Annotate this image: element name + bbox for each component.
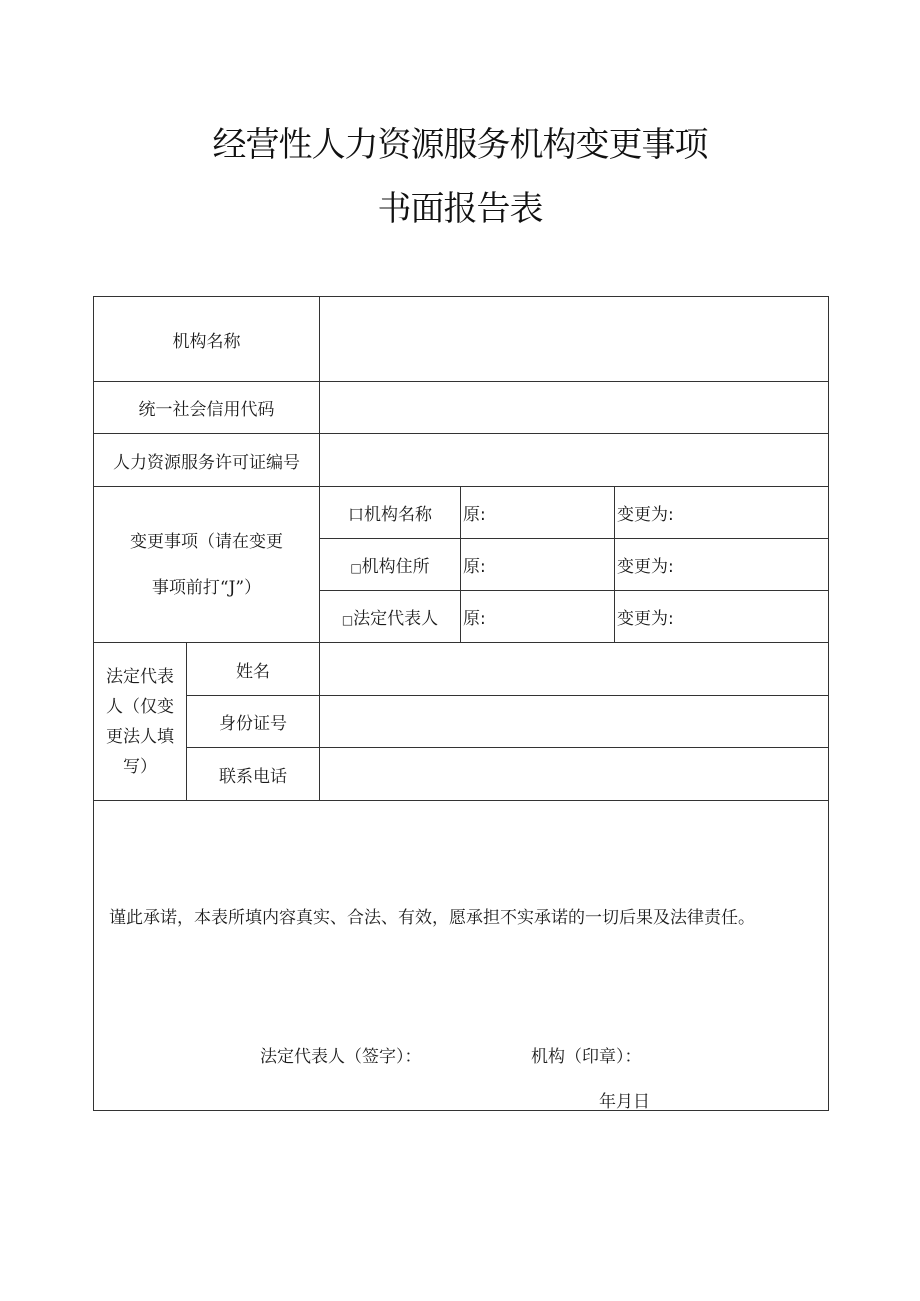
report-form-table	[93, 296, 829, 1111]
org-name-label: 机构名称	[94, 297, 320, 382]
change-items-label	[94, 487, 320, 643]
legal-rep-id-row	[94, 696, 829, 748]
change-items-label-line2: 事项前打“J”）	[151, 577, 262, 598]
checkbox-org-name[interactable]: 口	[347, 505, 364, 524]
change-item-label: 机构名称	[364, 505, 432, 525]
original-value-field[interactable]: 原:	[461, 539, 615, 591]
original-value-field[interactable]: 原:	[461, 487, 615, 539]
date-label[interactable]: 年月日	[599, 1091, 650, 1111]
license-no-field[interactable]	[320, 434, 829, 487]
legal-rep-group-label	[94, 643, 187, 801]
change-item-legal-rep[interactable]	[320, 591, 461, 643]
phone-field[interactable]	[320, 748, 829, 801]
legal-rep-name-row	[94, 643, 829, 696]
checkbox-legal-rep[interactable]: □	[341, 613, 354, 627]
org-name-field[interactable]	[320, 297, 829, 382]
license-no-row	[94, 434, 829, 487]
new-value-field[interactable]: 变更为:	[615, 591, 829, 643]
pledge-cell	[94, 801, 829, 1111]
document-subtitle: 书面报告表	[377, 189, 543, 229]
seal-label[interactable]: 机构（印章）：	[531, 1046, 642, 1067]
pledge-row	[94, 801, 829, 1111]
signature-label[interactable]: 法定代表人（签字）：	[260, 1046, 422, 1067]
change-item-org-address[interactable]	[320, 539, 461, 591]
credit-code-field[interactable]	[320, 382, 829, 434]
org-name-row	[94, 297, 829, 382]
name-field[interactable]	[320, 643, 829, 696]
credit-code-label: 统一社会信用代码	[94, 382, 320, 434]
name-label: 姓名	[187, 643, 320, 696]
change-item-label: 机构住所	[361, 557, 430, 577]
legal-rep-group-line: 更法人填	[106, 726, 174, 747]
legal-rep-phone-row	[94, 748, 829, 801]
new-value-field[interactable]: 变更为:	[615, 539, 829, 591]
legal-rep-group-line: 人（仅变	[106, 696, 174, 717]
id-number-label: 身份证号	[187, 696, 320, 748]
id-number-field[interactable]	[320, 696, 829, 748]
change-item-label: 法定代表人	[353, 609, 439, 629]
legal-rep-group-line: 法定代表	[106, 666, 174, 687]
change-row-org-name	[94, 487, 829, 539]
new-value-field[interactable]: 变更为:	[615, 487, 829, 539]
change-item-org-name[interactable]	[320, 487, 461, 539]
license-no-label: 人力资源服务许可证编号	[94, 434, 320, 487]
legal-rep-group-line: 写）	[123, 756, 157, 777]
pledge-statement: 谨此承诺，本表所填内容真实、合法、有效，愿承担不实承诺的一切后果及法律责任。	[109, 907, 755, 928]
document-title: 经营性人力资源服务机构变更事项	[212, 125, 708, 165]
phone-label: 联系电话	[187, 748, 320, 801]
credit-code-row	[94, 382, 829, 434]
checkbox-org-address[interactable]: □	[350, 561, 362, 575]
change-items-label-line1: 变更事项（请在变更	[130, 531, 283, 552]
original-value-field[interactable]: 原:	[461, 591, 615, 643]
